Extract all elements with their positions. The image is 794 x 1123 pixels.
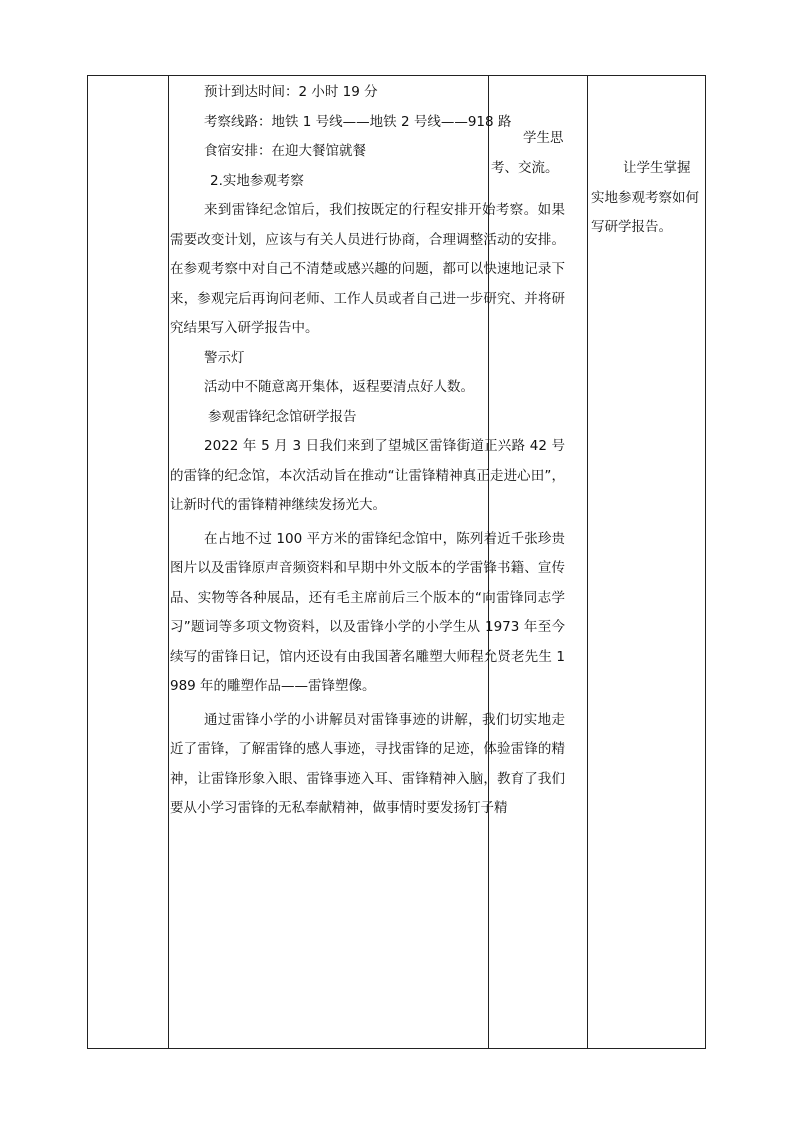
report-title: 参观雷锋纪念馆研学报告 xyxy=(208,408,357,425)
warning-body: 活动中不随意离开集体，返程要清点好人数。 xyxy=(204,379,474,395)
report-paragraph: 通过雷锋小学的小讲解员对雷锋事迹的讲解，我们切实地走近了雷锋，了解雷锋的感人事迹，寻找雷锋的足迹，体验雷锋的精神，让雷锋形象入眼、雷锋事迹入耳、雷锋精神入脑，教育了我们要从小学习雷锋的无私奉献精神，做事情时要发扬钉子精 xyxy=(170,711,565,816)
column-divider xyxy=(587,76,588,1048)
teaching-content-cell xyxy=(170,76,565,824)
design-intent-cell: 让学生掌握实地参观考察如何写研学报告。 xyxy=(591,160,699,235)
student-activity-cell: 学生思考、交流。 xyxy=(491,130,564,176)
section-body: 来到雷锋纪念馆后，我们按既定的行程安排开始考察。如果需要改变计划，应该与有关人员进行协商，合理调整活动的安排。在参观考察中对自己不清楚或感兴趣的问题，都可以快速地记录下来，参观完后再询问老师、工作人员或者自己进一步研究、并将研究结果写入研学报告中。 xyxy=(170,202,565,336)
arrival-time: 预计到达时间：2 小时 19 分 xyxy=(204,84,378,100)
column-divider xyxy=(168,76,169,1048)
route: 考察线路：地铁 1 号线——地铁 2 号线——918 路 xyxy=(204,113,512,130)
report-paragraph: 在占地不过 100 平方米的雷锋纪念馆中，陈列着近千张珍贵图片以及雷锋原声音频资料和早期中外文版本的学雷锋书籍、宣传品、实物等各种展品，还有毛主席前后三个版本的“向雷锋同志学习”题词等多项文物资料，以及雷锋小学的小学生从 1973 年至今续写的雷锋日记，馆内还设有由我国著名雕塑大师程允贤老先生 1989 年的雕塑作品——雷锋塑像。 xyxy=(170,530,565,694)
section-title: 2.实地参观考察 xyxy=(210,172,304,189)
warning-title: 警示灯 xyxy=(204,349,245,366)
meals: 食宿安排：在迎大餐馆就餐 xyxy=(204,143,366,159)
report-paragraph: 2022 年 5 月 3 日我们来到了望城区雷锋街道正兴路 42 号的雷锋的纪念馆，本次活动旨在推动“让雷锋精神真正走进心田”， 让新时代的雷锋精神继续发扬光大。 xyxy=(170,438,565,513)
lesson-table xyxy=(87,75,706,1049)
